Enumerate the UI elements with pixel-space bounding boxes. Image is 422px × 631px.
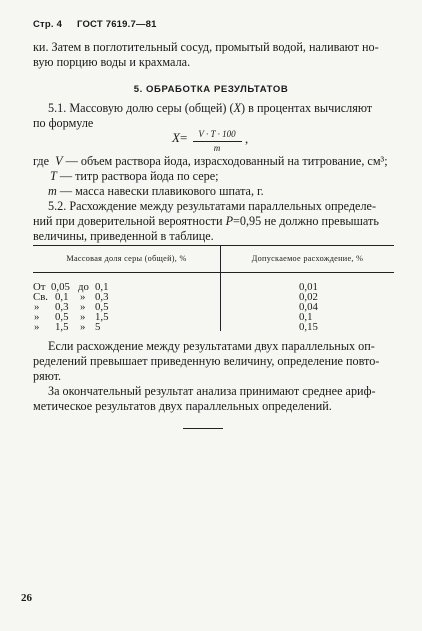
para-after-1-line-2: ределений превышает приведенную величину, определение повто-	[33, 354, 380, 368]
row-5-value: 0,15	[299, 321, 318, 333]
table-header-discrepancy: Допускаемое расхождение, %	[251, 254, 364, 263]
intro-line-2: вую порцию воды и крахмала.	[33, 55, 191, 69]
row-4-value: 0,1	[299, 311, 313, 323]
row-2-value: 0,02	[299, 291, 318, 303]
para-after-1-line-1: Если расхождение между результатами двух параллельных оп-	[48, 339, 375, 353]
table-header-rule	[33, 272, 394, 273]
formula-comma: ,	[245, 131, 249, 146]
para-5-2-line-1: 5.2. Расхождение между результатами параллельных определе-	[48, 199, 377, 213]
table-top-rule	[33, 245, 394, 246]
row-2-sep: »	[80, 291, 86, 303]
row-2-prefix: Св.	[33, 291, 48, 303]
row-3-prefix: »	[34, 301, 40, 313]
para-after-1-line-3: ряют.	[33, 369, 62, 383]
row-4-sep: »	[80, 311, 86, 323]
row-4-prefix: »	[34, 311, 40, 323]
page-number: 26	[21, 592, 32, 604]
formula-denominator: m	[213, 143, 221, 153]
row-3-value: 0,04	[299, 301, 318, 313]
fraction-bar	[193, 141, 242, 142]
definition-t: T — титр раствора йода по сере;	[50, 169, 219, 183]
row-5-from: 1,5	[55, 321, 69, 333]
row-4-from: 0,5	[55, 311, 69, 323]
formula-lhs: X=	[172, 130, 188, 145]
row-3-from: 0,3	[55, 301, 69, 313]
row-3-sep: »	[80, 301, 86, 313]
row-1-from: 0,05	[51, 281, 70, 293]
row-4-to: 1,5	[95, 311, 109, 323]
para-5-1-line-2: по формуле	[33, 116, 94, 130]
intro-line-1: ки. Затем в поглотительный сосуд, промытый водой, наливают но-	[33, 40, 379, 54]
standard-number: ГОСТ 7619.7—81	[77, 19, 157, 30]
para-5-2-line-2: ний при доверительной вероятности P=0,95 не должно превышать	[33, 214, 379, 228]
closing-rule	[183, 428, 223, 429]
row-2-to: 0,3	[95, 291, 109, 303]
para-after-2-line-1: За окончательный результат анализа принимают среднее ариф-	[48, 384, 376, 398]
definition-m: m — масса навески плавикового шпата, г.	[48, 184, 264, 198]
row-1-sep: до	[78, 281, 89, 293]
para-5-2-line-3: величины, приведенной в таблице.	[33, 229, 214, 243]
row-3-to: 0,5	[95, 301, 109, 313]
row-1-to: 0,1	[95, 281, 109, 293]
row-5-sep: »	[80, 321, 86, 333]
table-header-fraction: Массовая доля серы (общей), %	[66, 254, 187, 263]
para-5-1-line-1: 5.1. Массовую долю серы (общей) (X) в процентах вычисляют	[48, 101, 373, 115]
definition-v: где V — объем раствора йода, израсходованный на титрование, см³;	[33, 154, 388, 168]
para-after-2-line-2: метическое результатов двух параллельных определений.	[33, 399, 332, 413]
row-1-value: 0,01	[299, 281, 318, 293]
row-5-to: 5	[95, 321, 101, 333]
row-5-prefix: »	[34, 321, 40, 333]
page-label: Стр. 4	[33, 19, 63, 30]
section-heading: 5. ОБРАБОТКА РЕЗУЛЬТАТОВ	[133, 84, 289, 95]
row-2-from: 0,1	[55, 291, 69, 303]
row-1-prefix: От	[33, 281, 46, 293]
formula-numerator: V · T · 100	[198, 129, 236, 139]
